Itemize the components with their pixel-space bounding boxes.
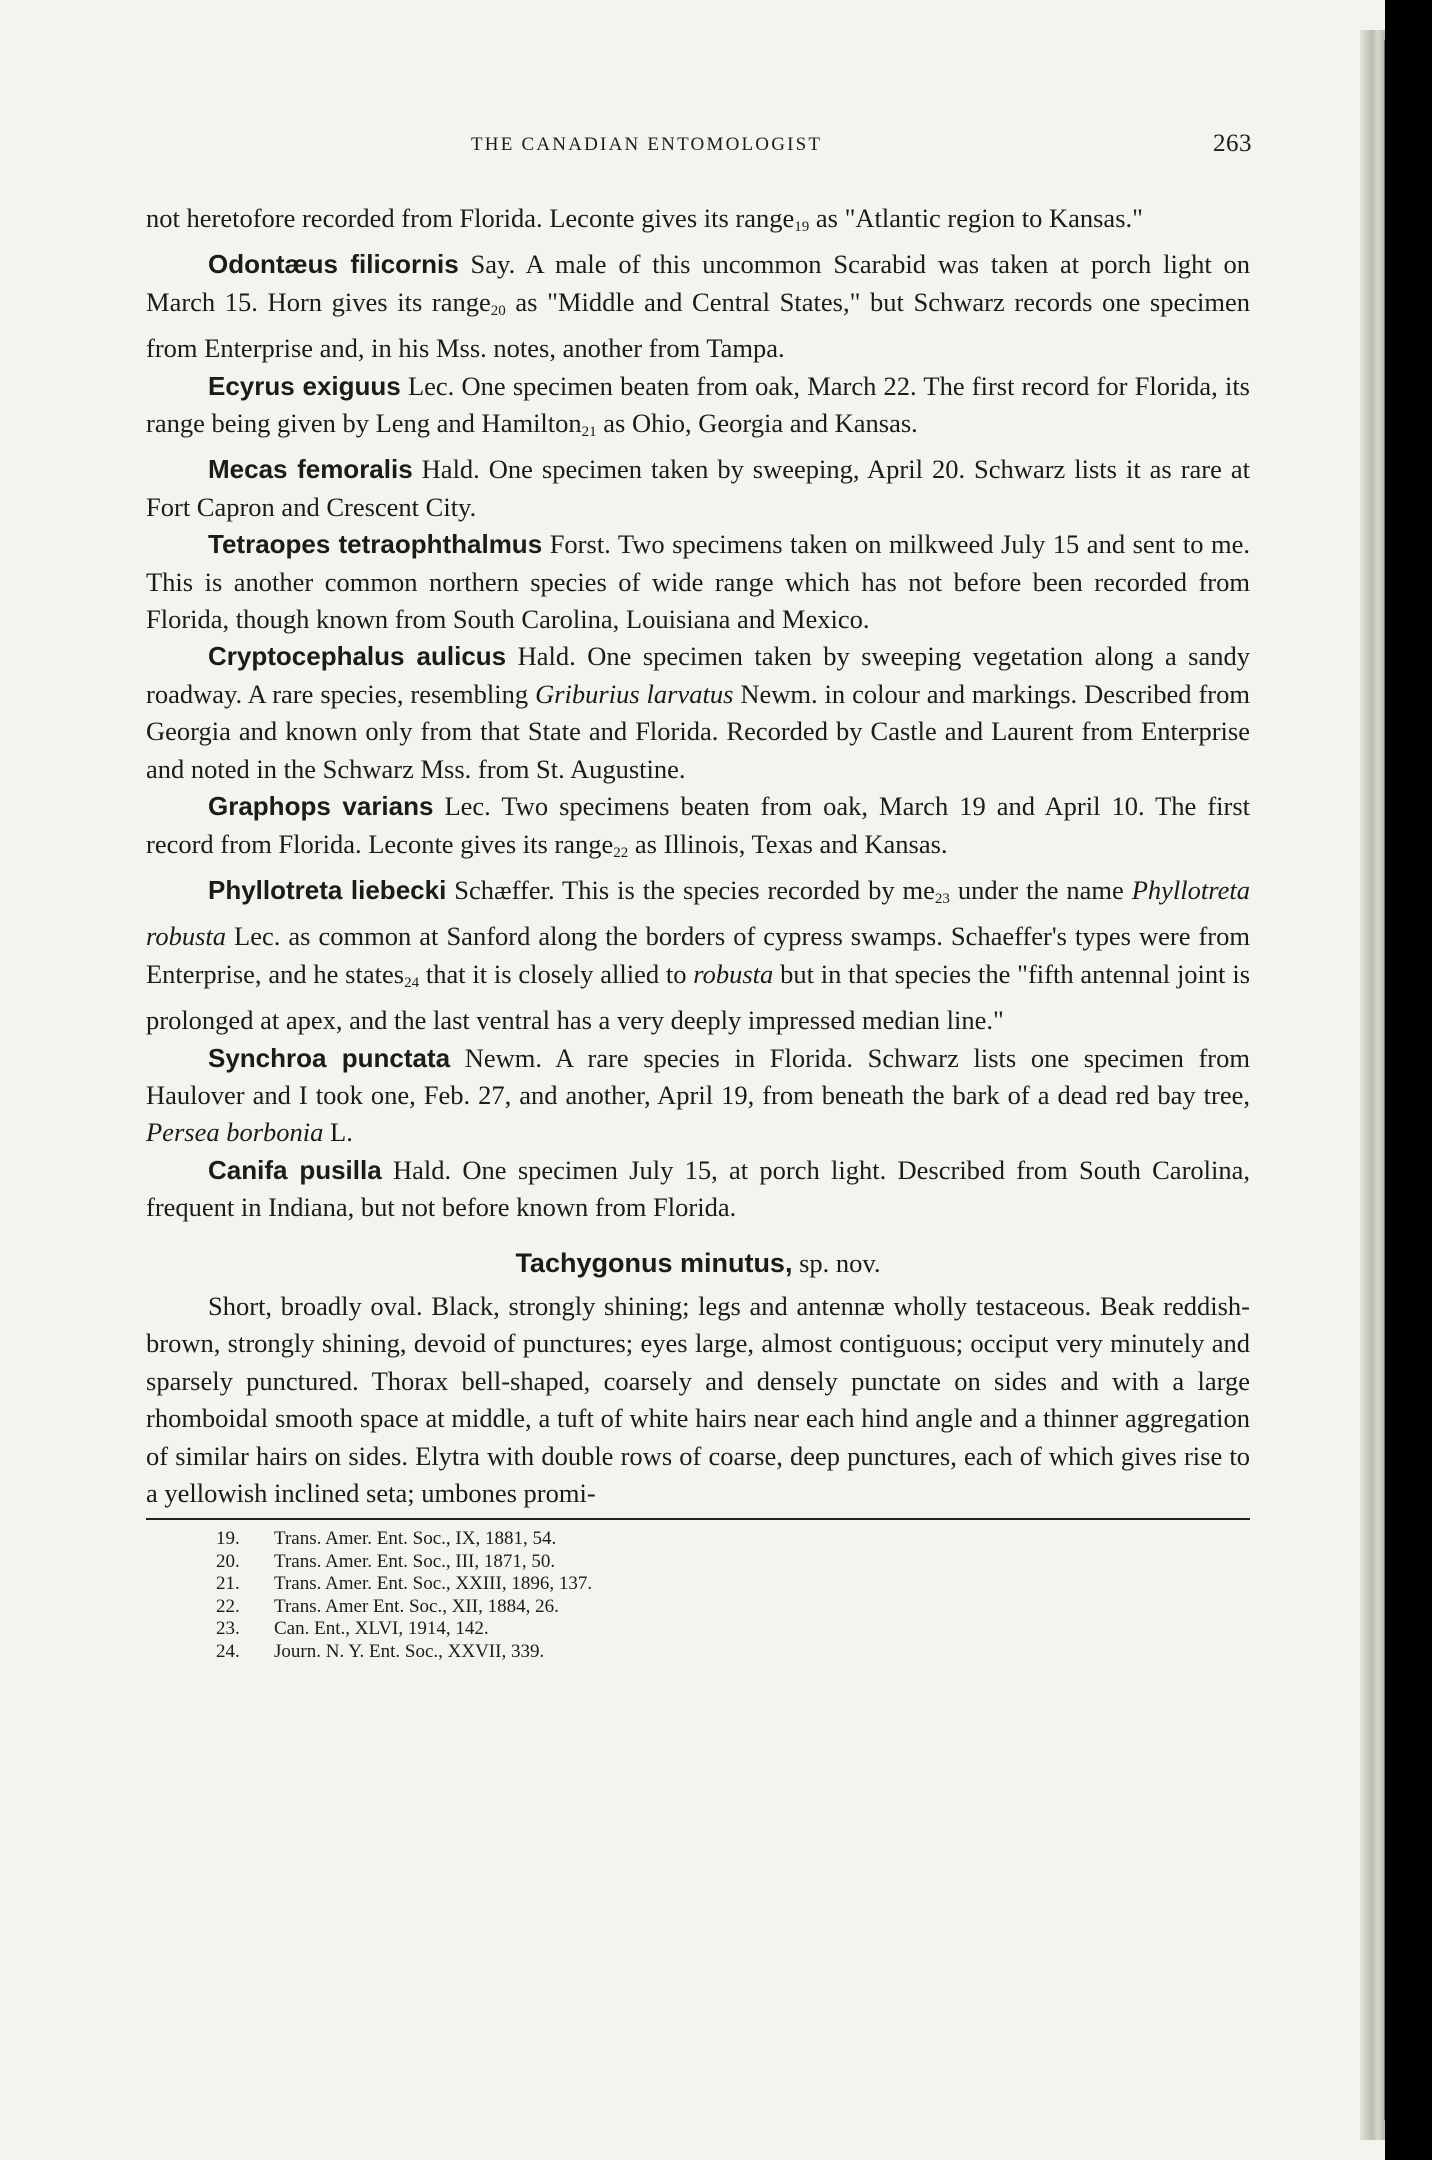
italic-species: robusta — [693, 958, 774, 989]
footnote: 21. Trans. Amer. Ent. Soc., XXIII, 1896, 137. — [216, 1573, 593, 1595]
footnote: 20. Trans. Amer. Ent. Soc., III, 1871, 50. — [216, 1550, 556, 1572]
footnote-ref: 24 — [404, 974, 420, 991]
species-entry: Canifa pusilla Hald. One specimen July 15, at porch light. Described from South Carolina, frequent in Indiana, but not before known from Florida. — [146, 1154, 1251, 1223]
species-name: Canifa pusilla — [208, 1154, 382, 1185]
page-number: 263 — [1213, 130, 1252, 157]
body-text — [146, 200, 1250, 1512]
footnote: 22. Trans. Amer Ent. Soc., XII, 1884, 26. — [216, 1595, 559, 1617]
species-description: Short, broadly oval. Black, strongly shining; legs and antennæ wholly testaceous. Beak reddish-brown, strongly shining, devoid of punctures; eyes large, almost contiguous; occiput very minutely and sparsely punctured. Thorax bell-shaped, coarsely and densely punctate on sides and with a large rhomboidal smooth space at middle, a tuft of white hairs near each hind angle and a thinner aggregation of similar hairs on sides. Elytra with double rows of coarse, deep punctures, each of which gives rise to a yellowish inclined seta; umbones promi- — [146, 1290, 1250, 1508]
italic-species: Griburius larvatus — [535, 678, 734, 709]
species-name: Odontæus filicornis — [208, 249, 459, 280]
species-name: Ecyrus exiguus — [208, 370, 401, 401]
paragraph-continuation: not heretofore recorded from Florida. Leconte gives its range$_{19}$ as "Atlantic region to Kansas." — [146, 203, 1143, 235]
book-binding-edge — [1360, 30, 1385, 2140]
species-entry: Phyllotreta liebecki Schæffer. This is the species recorded by $me_{23}$ under the name Phyllotreta robusta Lec. as common at Sanford along the borders of cypress swamps. Schaeffer's types were from Enterprise, and he states$_{24}$ that it is closely allied to robusta but in that species the "fifth antennal joint is prolonged at apex, and the last ventral has a very deeply impressed median line." — [146, 874, 1251, 1036]
page-stack-edge — [1384, 40, 1385, 2120]
new-species-suffix: sp. nov. — [792, 1247, 881, 1278]
journal-title: THE CANADIAN ENTOMOLOGIST — [471, 134, 823, 155]
species-name: Graphops varians — [208, 791, 434, 822]
new-species-name: Tachygonus minutus, — [515, 1247, 793, 1278]
footnote-ref: 23 — [934, 890, 950, 907]
footnote-ref: 20 — [490, 302, 506, 319]
species-entry: Tetraopes tetraophthalmus Forst. Two specimens taken on milkweed July 15 and sent to me. This is another common northern species of wide range which has not before been recorded from Florida, though known from South Carolina, Louisiana and Mexico. — [146, 529, 1250, 635]
species-name: Synchroa punctata — [208, 1042, 451, 1073]
species-entry: Synchroa punctata Newm. A rare species in Florida. Schwarz lists one specimen from Haulover and I took one, Feb. 27, and another, April 19, from beneath the bark of a dead red bay tree, Persea borbonia L. — [146, 1042, 1250, 1148]
species-entry: Cryptocephalus aulicus Hald. One specimen taken by sweeping vegetation along a sandy roadway. A rare species, resembling Griburius larvatus Newm. in colour and markings. Described from Georgia and known only from that State and Florida. Recorded by Castle and Laurent from Enterprise and noted in the Schwarz Mss. from St. Augustine. — [146, 641, 1250, 784]
species-name: Mecas femoralis — [208, 454, 413, 485]
species-entry: Ecyrus exiguus Lec. One specimen beaten from oak, March 22. The first record for Florida, its range being given by Leng and Hamilton$_{21}$ as Ohio, Georgia and Kansas. — [146, 370, 1250, 441]
species-entry: Mecas femoralis Hald. One specimen taken by sweeping, April 20. Schwarz lists it as rare at Fort Capron and Crescent City. — [146, 454, 1251, 522]
italic-species: Persea borbonia — [146, 1117, 324, 1148]
footnote: 19. Trans. Amer. Ent. Soc., IX, 1881, 54. — [216, 1528, 557, 1550]
page-content — [146, 130, 1250, 1663]
footnote: 24. Journ. N. Y. Ent. Soc., XXVII, 339. — [216, 1640, 545, 1662]
species-entry: Odontæus filicornis Say. A male of this uncommon Scarabid was taken at porch light on March 15. Horn gives its range$_{20}$ as "Middle and Central States," but Schwarz records one specimen from Enterprise and, in his Mss. notes, another from Tampa. — [146, 249, 1250, 364]
footnote: 23. Can. Ent., XLVI, 1914, 142. — [216, 1618, 489, 1640]
footnotes — [216, 1528, 1250, 1663]
footnote-ref: 21 — [581, 424, 597, 441]
species-name: Cryptocephalus aulicus — [208, 641, 507, 672]
species-name: Tetraopes tetraophthalmus — [208, 529, 543, 560]
new-species-heading — [146, 1245, 1250, 1282]
species-entry: Graphops varians Lec. Two specimens beaten from oak, March 19 and April 10. The first record from Florida. Leconte gives its range$_{22}$ as Illinois, Texas and Kansas. — [146, 791, 1251, 861]
footnote-ref: 19 — [794, 219, 810, 235]
footnote-rule — [146, 1518, 1250, 1520]
species-name: Phyllotreta liebecki — [208, 874, 447, 905]
footnote-ref: 22 — [613, 844, 629, 861]
running-head — [146, 130, 1250, 170]
italic-species: Phyllotreta robusta — [146, 874, 1250, 952]
